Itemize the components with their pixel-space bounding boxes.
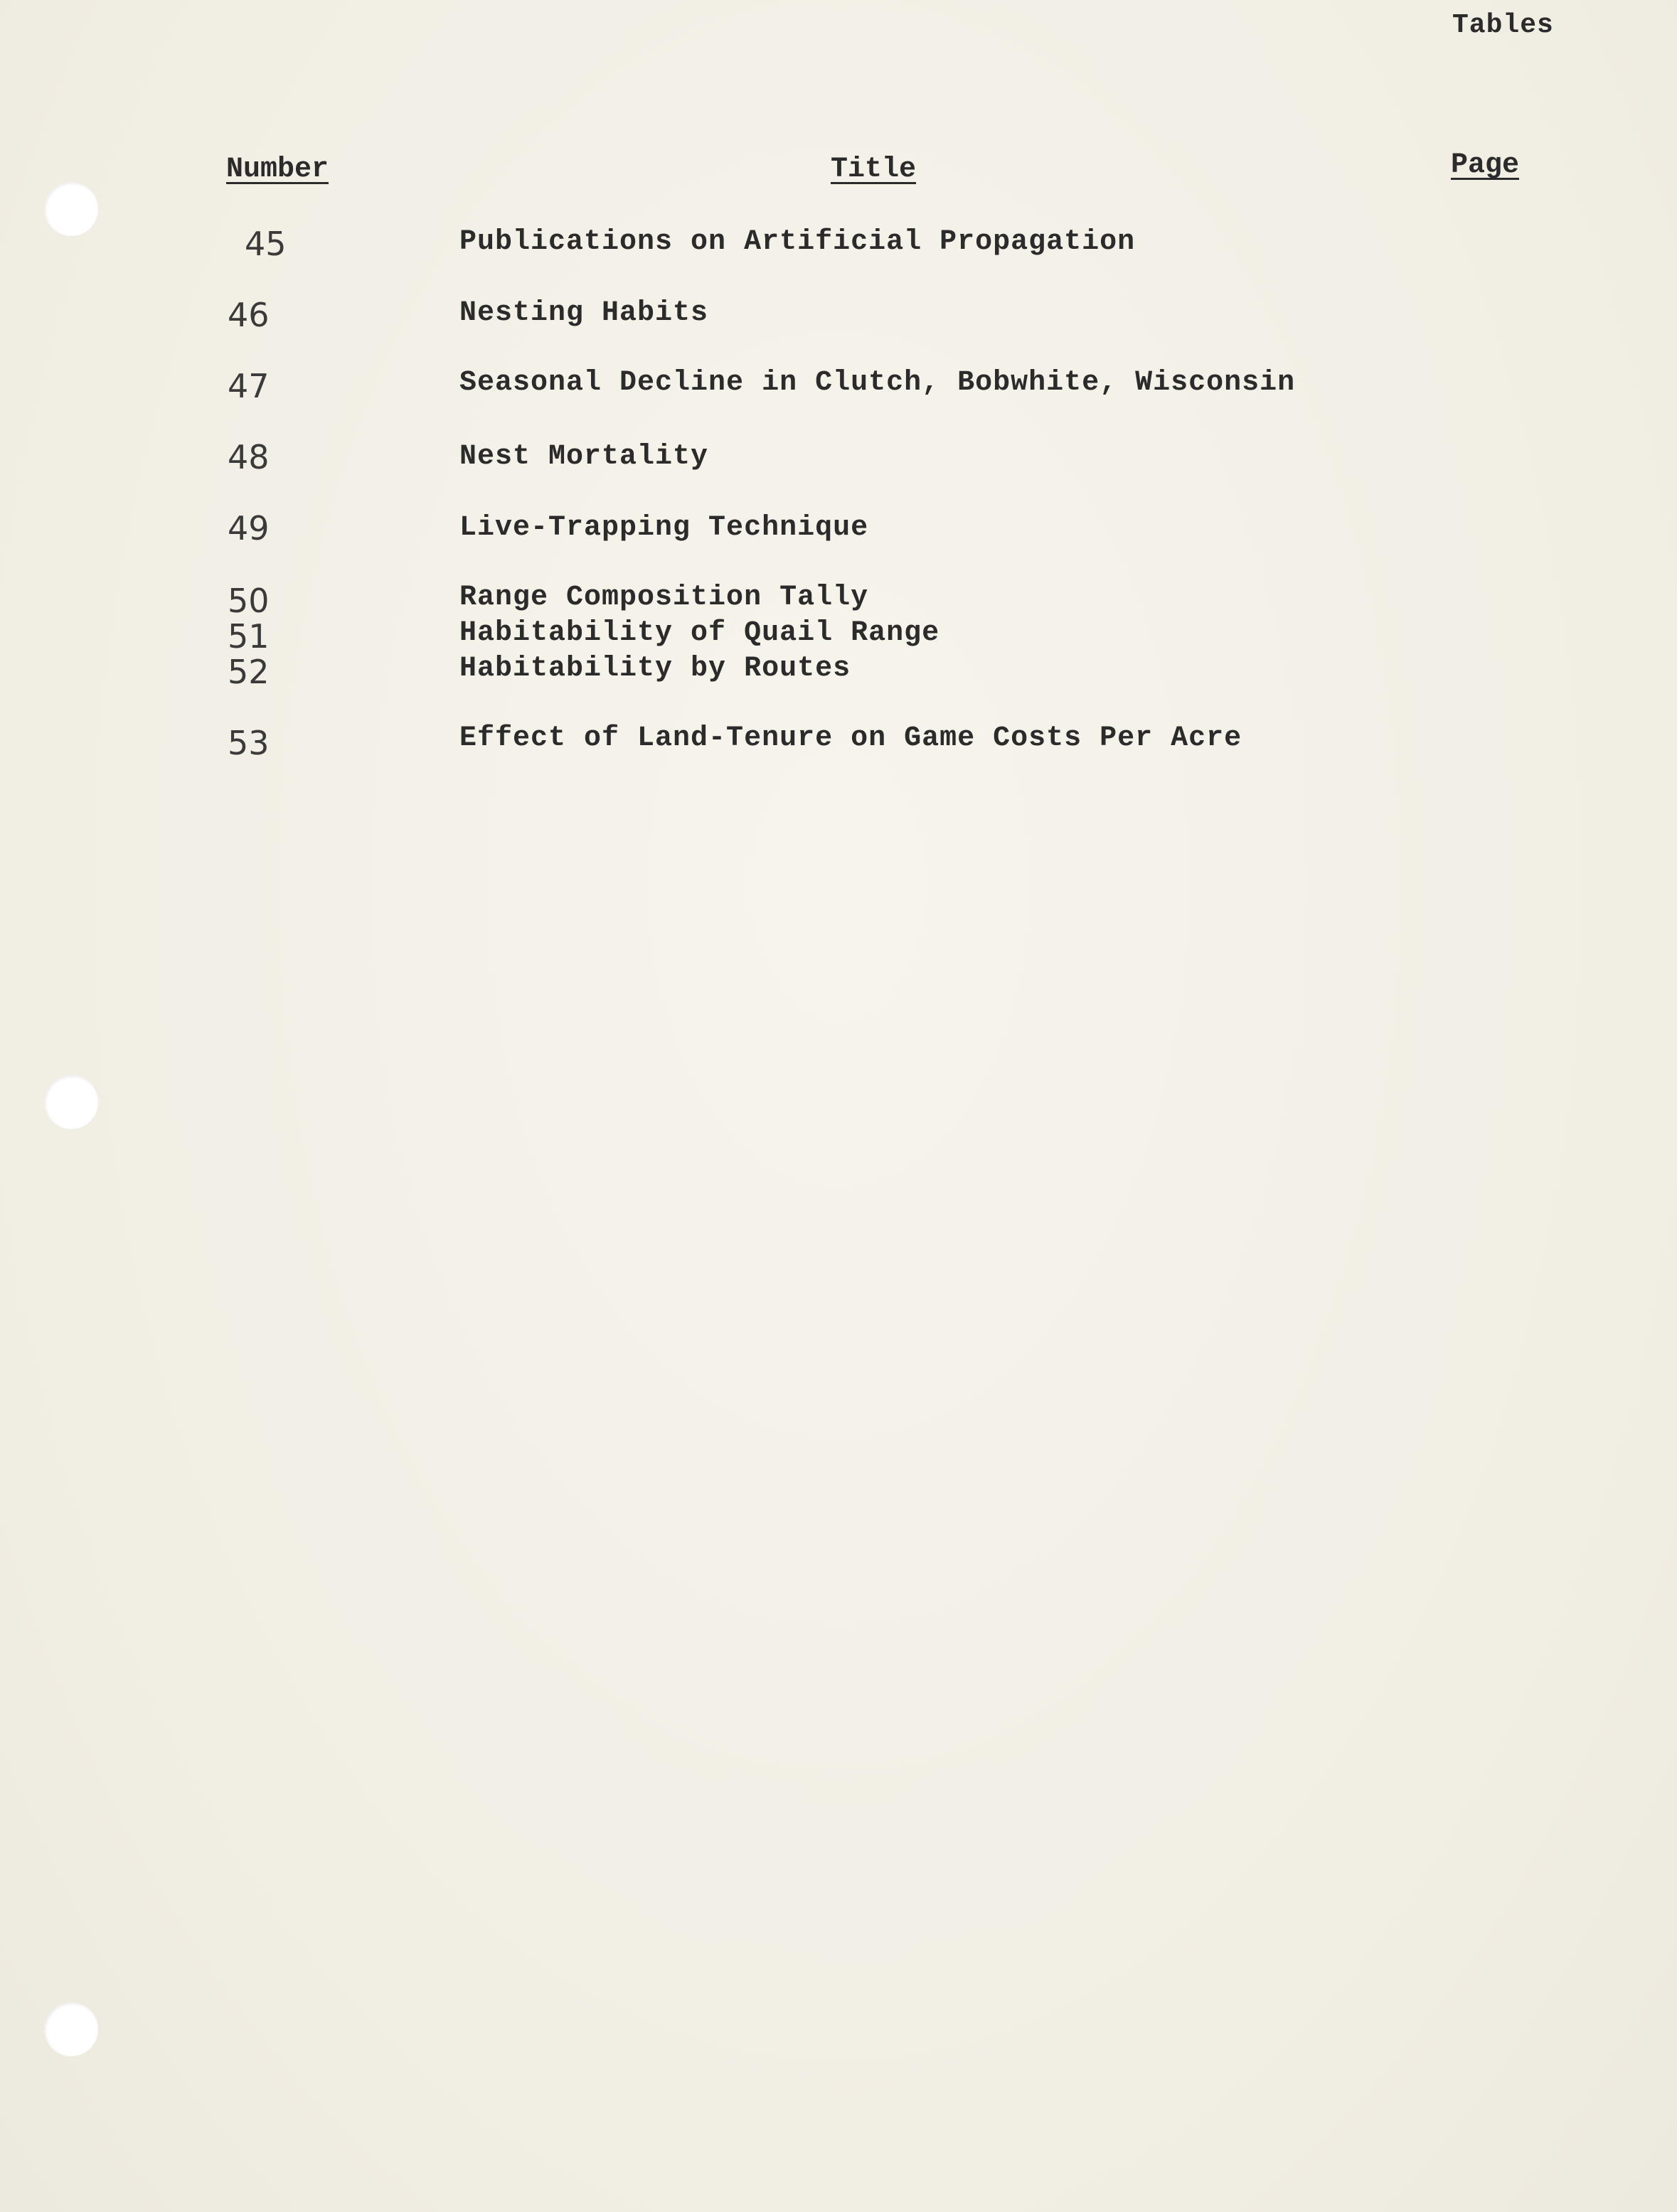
row-title: Live-Trapping Technique bbox=[459, 512, 869, 544]
row-number: 45 bbox=[245, 225, 287, 263]
row-number: 48 bbox=[228, 438, 270, 476]
header-title: Title bbox=[831, 154, 917, 186]
punch-hole-top bbox=[44, 182, 98, 236]
row-title: Habitability of Quail Range bbox=[459, 617, 940, 649]
row-number: 52 bbox=[228, 653, 270, 691]
row-number: 51 bbox=[228, 617, 270, 656]
row-title: Habitability by Routes bbox=[459, 653, 851, 685]
header-page: Page bbox=[1451, 149, 1520, 181]
row-title: Nesting Habits bbox=[459, 297, 709, 329]
row-number: 53 bbox=[228, 724, 270, 762]
row-number: 50 bbox=[228, 582, 270, 620]
row-title: Seasonal Decline in Clutch, Bobwhite, Wisconsin bbox=[459, 367, 1296, 399]
punch-hole-bottom bbox=[44, 2002, 98, 2056]
row-title: Publications on Artificial Propagation bbox=[459, 226, 1136, 258]
section-label: Tables bbox=[1452, 10, 1554, 41]
header-number: Number bbox=[226, 154, 329, 186]
punch-hole-middle bbox=[44, 1075, 98, 1129]
row-number: 46 bbox=[228, 296, 270, 334]
row-title: Effect of Land-Tenure on Game Costs Per Acre bbox=[459, 722, 1242, 754]
row-number: 47 bbox=[228, 367, 270, 405]
row-title: Range Composition Tally bbox=[459, 582, 869, 614]
row-title: Nest Mortality bbox=[459, 441, 709, 473]
row-number: 49 bbox=[228, 509, 270, 547]
